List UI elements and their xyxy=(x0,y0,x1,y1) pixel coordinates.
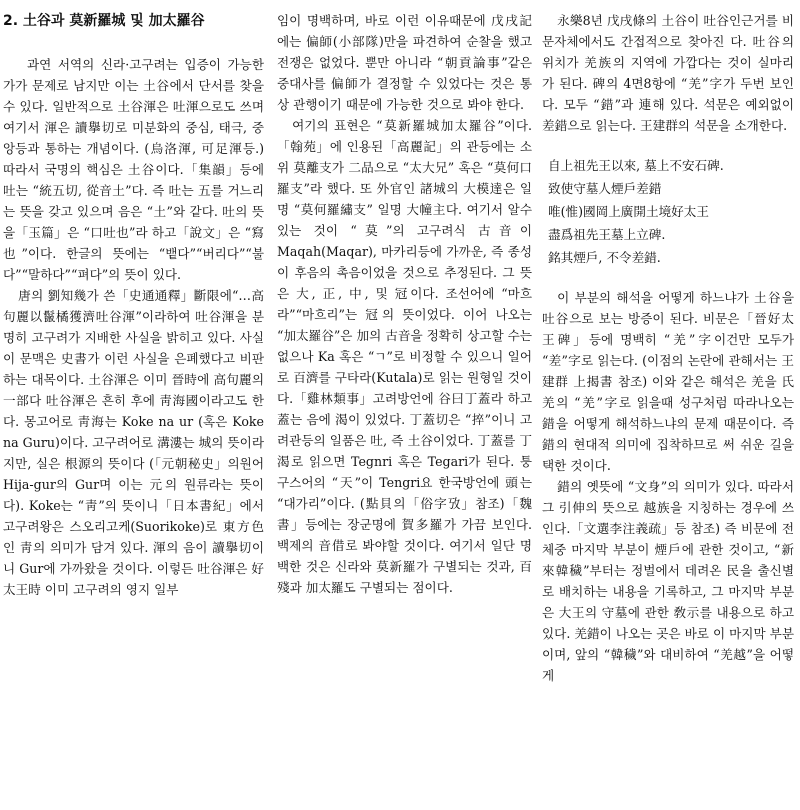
column1-paragraph-1: 과연 서역의 신라·고구려는 입증이 가능한가가 문제로 남지만 이는 土谷에서 단서를 찾을 수 있다. 일반적으로 土谷渾은 吐渾으로도 쓰며 여기서 渾은 讀擧切로 미분화의 중심, 태극, 중앙등과 통하는 개념이다. (烏洛渾, 可足渾등.) 따라서 국명의 핵심은 土谷이다.「集韻」등에 吐는 “統五切, 從音土”다. 즉 吐는 五를 거느리는 뜻을 갖고 있으며 음은 “土”와 같다. 吐의 뜻을「玉篇」은 “口吐也”라 하고「說文」은 “寫也”이다. 한글의 뜻에는 “뱉다”“버리다”“불다”“말하다”“펴다”의 뜻이 있다. xyxy=(3,57,264,282)
column1-paragraph-2: 唐의 劉知幾가 쓴「史通通釋」斷限에“…高句麗以鬣橘獲濟吐谷渾”이라하여 吐谷渾을 분명히 고구려가 지배한 사실을 밝히고 있다. 사실이 문맥은 史書가 이런 사실을 은폐했다고 비판하는 대목이다. 土谷渾은 이미 晉時에 高句麗의 一部다 吐谷渾은 흔히 후에 靑海國이라고도 한다. 몽고어로 靑海는 Koke na ur (혹은 Koke na Guru)이다. 고구려어로 溝漊는 城의 뜻이라지만, 실은 根源의 뜻이다 (「元朝秘史」의원어 Hija-gur의 Gur며 이는 元의 원류라는 뜻이다). Koke는 “靑”의 뜻이니「日本書紀」에서 고구려왕은 스오리고케(Suorikoke)로 東方色인 靑의 의미가 담겨 있다. 渾의 음이 讀擧切이니 Gur에 가까왔을 것이다. 이렇든 吐谷渾은 好太王時 이미 고구려의 영지 일부 xyxy=(3,288,264,597)
inscription-line: 自上祖先王以來, 墓上不安石碑. xyxy=(548,158,724,173)
inscription-line: 銘其煙戶, 不令差錯. xyxy=(548,250,661,265)
inscription-line: 唯(惟)國岡上廣開土境好太王 xyxy=(548,204,709,219)
section-heading: 2. 土谷과 莫新羅城 및 加太羅谷 xyxy=(3,13,205,29)
inscription-line: 致使守墓人煙戶差錯 xyxy=(548,181,662,196)
text-column-3 xyxy=(542,10,794,804)
inscription-line: 盡爲祖先王墓上立碑. xyxy=(548,227,666,242)
column2-paragraph-2: 여기의 표현은 “莫新羅城加太羅谷”이다.「翰苑」에 인용된「高麗記」의 관등에는 소위 莫離支가 二品으로 “太大兄” 혹은 “莫何口羅支”라 했다. 또 外官인 諸城의 大模達은 일명 “莫何羅繡支” 일명 大幢主다. 여기서 알수 있는 것이 “莫”의 고구려식 古音이 Maqah(Maqar), 마카리등에 가까운, 즉 종성이 후음의 촉음이었을 것으로 추정된다. 그 뜻은 大, 正, 中, 및 冠이다. 조선어에 “마흐라”“마흐리”는 冠의 뜻이었다. 이어 나오는 “加太羅谷”은 加의 古音을 정확히 상고할 수는 없으나 Ka 혹은 “ㄱ”로 비정할 수 있으니 일어로 百濟를 구타라(Kutala)로 읽는 원형일 것이다.「雞林類事」고려방언에 谷曰丁蓋라 하고 蓋는 음에 渴이 있었다. 丁蓋切은 “捽”이니 고려관등의 일품은 吐, 즉 土谷이었다. 丁蓋를 丁渴로 읽으면 Tegnri 혹은 Tegari가 된다. 퉁구스어의 “天”이 Tengri요 한국방언에 頭는 “대가리”이다. (點貝의「俗字攷」참조)「魏書」등에는 장군명에 賀多羅가 가끔 보인다. 백제의 音借로 봐야할 것이다. 여기서 일단 명백한 것은 신라와 莫新羅가 구별되는 것과, 百殘과 加太羅도 구별되는 점이다. xyxy=(277,118,532,595)
column3-intro: 永樂8년 戊戌條의 土谷이 吐谷인근거를 비문자체에서도 간접적으로 찾아진 다. 吐谷의 위치가 羌族의 지역에 가깝다는 것이 실마리가 된다. 碑의 4면8항에 “羌”字가 두번 보인다. 모두 “錯”과 連해 있다. 석문은 예외없이 差錯으로 읽는다. 王建群의 석문을 소개한다. xyxy=(542,13,794,133)
inscription-quote xyxy=(542,154,794,269)
text-column-2 xyxy=(277,10,532,804)
column3-paragraph-1: 이 부분의 해석을 어떻게 하느냐가 土谷을 吐谷으로 보는 방증이 된다. 비문은「晉好太王碑」등에 명백히 “羌”字이건만 모두가 “差”字로 읽는다. (이점의 논란에 관해서는 王建群 上揭書 참조) 이와 같은 해석은 羌을 氏羌의 “羌”字로 읽을때 성구처럼 따라나오는 錯을 어떻게 해석하느냐의 문제 때문이다. 즉 錯의 현대적 의미에 집착하므로 써 쉬운 길을 택한 것이다. xyxy=(542,290,794,473)
column2-paragraph-1: 임이 명백하며, 바로 이런 이유때문에 戊戌記에는 偏師(小部隊)만을 파견하여 순찰을 했고 전쟁은 없었다. 뿐만 아니라 “朝貢論事”같은 중대사를 偏師가 결정할 수 있었다는 것은 통상 관행이기 때문에 가능한 것으로 봐야 한다. xyxy=(277,13,532,112)
column3-paragraph-2: 錯의 옛뜻에 “文身”의 의미가 있다. 따라서 그 引伸의 뜻으로 越族을 지칭하는 경우에 쓰인다.「文選李注義疏」등 참조) 즉 비문에 전체중 마지막 부분이 煙戶에 관한 것이고, “新來韓穢”부터는 정벌에서 데려온 民을 출신별로 배치하는 내용을 기록하고, 그 마지막 부분은 大王의 守墓에 관한 敎示를 내용으로 하고 있다. 羌錯이 나오는 곳은 바로 이 마지막 부분이며, 앞의 “韓穢”와 대비하여 “羌越”을 어떻게 xyxy=(542,479,794,683)
text-column-1 xyxy=(3,10,264,804)
